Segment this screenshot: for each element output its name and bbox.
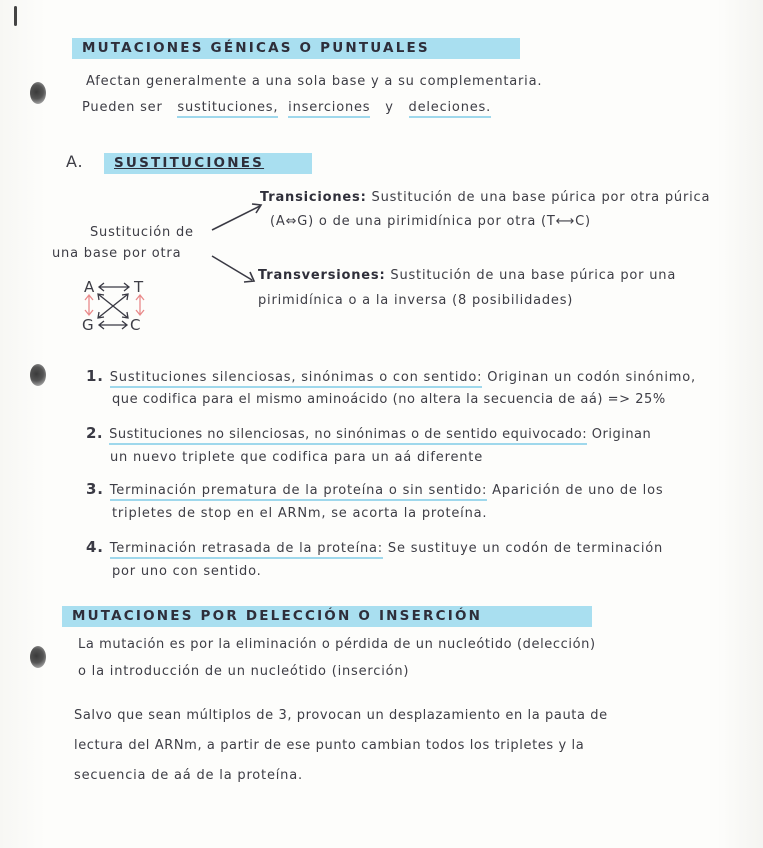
list-item-4-line-1	[86, 538, 663, 556]
section-a-title: SUSTITUCIONES	[104, 153, 312, 174]
list-item-4-rest: Se sustituye un codón de terminación	[387, 541, 664, 556]
intro-prefix: Pueden ser	[82, 100, 163, 115]
list-item-1-term: Sustituciones silenciosas, sinónimas o con sentido:	[110, 370, 483, 388]
list-item-4-line-2: por uno con sentido.	[112, 564, 262, 579]
list-item-2-line-1	[86, 424, 651, 442]
main-title: MUTACIONES GÉNICAS O PUNTUALES	[72, 38, 520, 59]
intro-line-1: Afectan generalmente a una sola base y a su complementaria.	[86, 74, 543, 89]
section-b-p2-line-3: secuencia de aá de la proteína.	[74, 768, 303, 783]
term-inserciones: inserciones	[288, 100, 370, 118]
base-diagram	[82, 276, 154, 336]
list-item-3-line-2: tripletes de stop en el ARNm, se acorta la proteína.	[112, 506, 488, 521]
list-item-2-number: 2.	[86, 424, 104, 442]
section-a-letter: A.	[66, 152, 84, 171]
section-b-p2-line-2: lectura del ARNm, a partir de ese punto cambian todos los tripletes y la	[74, 738, 585, 753]
list-item-2-line-2: un nuevo triplete que codifica para un aá diferente	[110, 450, 483, 465]
list-item-4-term: Terminación retrasada de la proteína:	[110, 541, 383, 559]
list-item-2-rest: Originan	[591, 427, 652, 442]
transiciones-line-2: (A⇔G) o de una pirimidínica por otra (T⟷C)	[270, 214, 591, 229]
base-arrows	[82, 276, 154, 336]
base-c: C	[130, 316, 142, 334]
section-b-title: MUTACIONES POR DELECCIÓN O INSERCIÓN	[62, 606, 592, 627]
term-sustituciones: sustituciones,	[177, 100, 278, 118]
transiciones-def: Sustitución de una base púrica por otra púrica	[371, 190, 711, 205]
list-item-3-number: 3.	[86, 480, 104, 498]
list-item-1-line-1	[86, 367, 696, 385]
transiciones-term: Transiciones:	[260, 190, 367, 205]
section-b-p2-line-1: Salvo que sean múltiplos de 3, provocan un desplazamiento en la pauta de	[74, 708, 608, 723]
base-a: A	[84, 278, 96, 296]
transversiones-def: Sustitución de una base púrica por una	[390, 268, 677, 283]
base-t: T	[134, 278, 144, 296]
base-g: G	[82, 316, 95, 334]
list-item-3-rest: Aparición de uno de los	[492, 483, 664, 498]
punch-hole-1	[30, 82, 46, 104]
punch-hole-2	[30, 364, 46, 386]
list-item-4-number: 4.	[86, 538, 104, 556]
list-item-1-line-2: que codifica para el mismo aminoácido (no altera la secuencia de aá) => 25%	[112, 392, 666, 407]
term-deleciones: deleciones.	[409, 100, 492, 118]
left-label-line-1: Sustitución de	[90, 225, 194, 240]
left-label-line-2: una base por otra	[52, 246, 182, 261]
list-item-1-rest: Originan un codón sinónimo,	[487, 370, 696, 385]
intro-line-2	[82, 100, 491, 115]
page-edge-mark	[14, 6, 17, 26]
list-item-2-term: Sustituciones no silenciosas, no sinónimas o de sentido equivocado:	[109, 427, 587, 445]
transiciones-line-1	[260, 190, 710, 205]
list-item-3-line-1	[86, 480, 663, 498]
list-item-3-term: Terminación prematura de la proteína o sin sentido:	[110, 483, 487, 501]
section-b-p1-line-2: o la introducción de un nucleótido (inserción)	[78, 664, 410, 679]
punch-hole-3	[30, 646, 46, 668]
transversiones-line-1	[258, 268, 676, 283]
transversiones-term: Transversiones:	[258, 268, 386, 283]
intro-connector: y	[385, 100, 394, 115]
transversiones-line-2: pirimidínica o a la inversa (8 posibilidades)	[258, 293, 574, 308]
list-item-1-number: 1.	[86, 367, 104, 385]
section-b-p1-line-1: La mutación es por la eliminación o pérdida de un nucleótido (delección)	[78, 637, 596, 652]
